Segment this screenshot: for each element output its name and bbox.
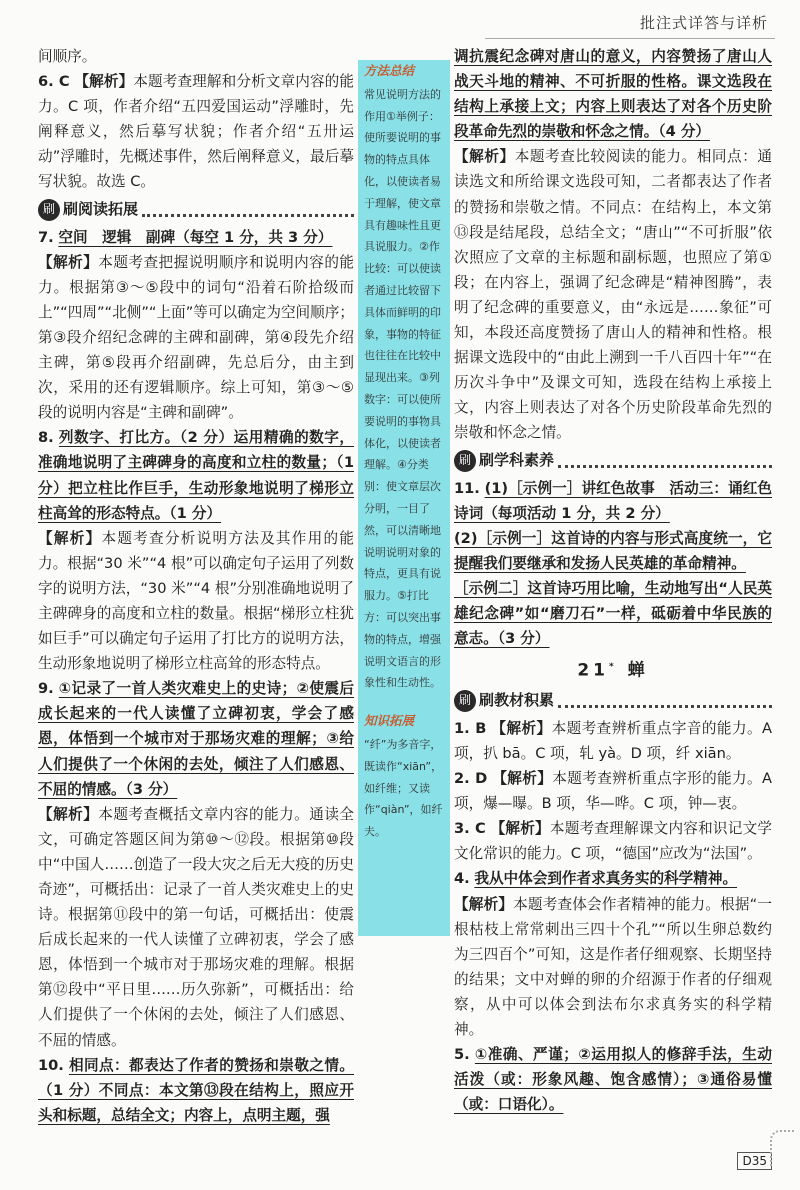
section-textbook-accumulation: [454, 688, 772, 714]
answer-number: 8.: [38, 429, 54, 447]
answer-r5: [454, 1042, 772, 1117]
left-column: [38, 44, 354, 1128]
analysis-text: 本题考查体会作者精神的能力。根据“一根枯枝上常常刺出三四十个孔”“所以生卵总数约为三四百个”可知，这是作者仔细观察、长期坚持的结果；文中对蝉的卵的介绍源于作者的仔细观察，从中可以体会到法布尔求真务实的科学精神。: [454, 895, 772, 1039]
answer-number: 1. B: [454, 719, 487, 737]
section-divider: [142, 202, 354, 217]
answer-number: 2. D: [454, 770, 488, 788]
analysis-text: 本题考查比较阅读的能力。相同点：通读选文和所给课文选段可知，二者都表达了作者的赞扬和崇敬之情。不同点：在结构上，本文第⑬段是结尾段，总结全文；“唐山”“不可折服”依次照应了文章的主标题和副标题，也照应了第①段；在内容上，强调了纪念碑是“精神图腾”，表明了纪念碑的重要意义，由“永远是……象征”可知，本段还高度赞扬了唐山人的精神和性格。根据课文选段中的“由此上溯到一千八百四十年”“在历次斗争中”及课文可知，选段在结构上承接上文，内容上则表达了对各个历史阶段革命先烈的崇敬和怀念之情。: [454, 148, 772, 442]
method-summary-text: 常见说明方法的作用①举例子：使所要说明的事物的特点具体化，以使读者易于理解，使文章具有趣味性且更具说服力。②作比较：可以使读者通过比较留下具体而鲜明的印象，事物的特征也往往在比较中显现出来。③列数字：可以使所要说明的事物具体化，以使读者理解。④分类别：使文章层次分明，一目了然，可以清晰地说明说明对象的特点，更具有说服力。⑤打比方：可以突出事物的特点，增强说明文语言的形象性和生动性。: [364, 87, 441, 690]
answer-number: 3. C: [454, 820, 486, 838]
section-divider: [558, 693, 772, 708]
lesson-title: 蝉: [627, 660, 649, 681]
answer-text: ①记录了一首人类灾难史上的史诗；②使震后成长起来的一代人读懂了立碑初衷，学会了感恩，体悟到一个城市对于那场灾难的理解；③给人们提供了一个休闲的去处，倾注了人们感恩、不屈的情感。（3 分）: [38, 680, 355, 798]
answer-10: [38, 1053, 354, 1128]
answer-text: ①准确、严谨；②运用拟人的修辞手法，生动活泼（或：形象风趣、饱含感情）；③通俗易懂（或：口语化）。: [454, 1046, 772, 1114]
page-number: D35: [737, 1152, 772, 1170]
method-summary-title: 方法总结: [364, 63, 415, 78]
answer-9: [38, 676, 354, 1052]
knowledge-extension-text: “纤”为多音字，既读作“xiān”，如纤维；又读作“qiàn”，如纤夫。: [364, 737, 443, 839]
analysis-tag: 【解析】: [38, 253, 99, 271]
header-title: 批注式详答与详析: [639, 14, 768, 32]
section-reading-extension: [38, 197, 354, 223]
answer-6: [38, 69, 354, 194]
answer-number: 11.: [454, 479, 480, 497]
answer-number: 7.: [38, 228, 54, 246]
header-rule: [485, 38, 775, 39]
answer-11: [454, 476, 772, 652]
continuation-text: 间顺序。: [38, 48, 97, 65]
analysis-tag: 【解析】: [492, 770, 553, 788]
analysis-text: 本题考查辨析重点字形的能力。A 项，爆—曝。B 项，华—哗。C 项，钟—衷。: [454, 770, 772, 813]
knowledge-extension-title: 知识拓展: [364, 713, 415, 729]
analysis-tag: 【解析】: [454, 148, 515, 166]
section-divider: [558, 453, 772, 468]
answer-number: 6. C: [38, 73, 70, 91]
analysis-tag: 【解析】: [74, 73, 134, 91]
answer-r3: [454, 816, 772, 866]
page-header: [0, 0, 800, 40]
answer-8: [38, 425, 354, 676]
analysis-text: 本题考查概括文章内容的能力。通读全文，可确定答题区间为第⑩～⑫段。根据第⑩段中“中国人……创造了一段大灾之后无大疫的历史奇迹”，可概括出：记录了一首人类灾难史上的史诗。根据第⑪段中的第一句话，可概括出：使震后成长起来的一代人读懂了立碑初衷，学会了感恩，体悟到一个城市对于那场灾难的理解。根据第⑫段中“平日里……历久弥新”，可概括出：给人们提供了一个休闲的去处，倾注了人们感恩、不屈的情感。: [38, 805, 354, 1049]
brush-icon: 刷: [38, 199, 60, 221]
answer-r4: [454, 866, 772, 1042]
analysis-text: 本题考查理解和分析文章内容的能力。C 项，作者介绍“五四爱国运动”浮雕时，先阐释意义，然后摹写状貌；作者介绍“五卅运动”浮雕时，先概述事件，然后阐释意义，最后摹写状貌。故选 C。: [38, 73, 354, 191]
answer-number: 10.: [38, 1056, 64, 1074]
section-title: 刷教材积累: [479, 691, 555, 710]
analysis-tag: 【解析】: [454, 895, 514, 913]
answer-r2: [454, 766, 772, 816]
lesson-star: *: [609, 662, 618, 673]
analysis-text: 本题考查理解课文内容和识记文学文化常识的能力。C 项，“德国”应改为“法国”。: [454, 820, 772, 863]
answer-text: (1)［示例一］讲红色故事 活动三：诵红色诗词（每项活动 1 分，共 2 分）: [454, 479, 773, 522]
brush-icon: 刷: [454, 450, 476, 472]
section-subject-literacy: [454, 448, 772, 474]
answer-text: 我从中体会到作者求真务实的科学精神。: [474, 870, 738, 888]
answer-number: 4.: [454, 870, 470, 888]
answer-text: 空间 逻辑 副碑（每空 1 分，共 3 分）: [58, 228, 333, 246]
page-corner-decoration: [770, 1130, 794, 1166]
lesson-heading: [454, 655, 772, 684]
answer-number: 9.: [38, 680, 54, 698]
section-title: 刷学科素养: [479, 450, 555, 469]
analysis-tag: 【解析】: [491, 719, 552, 737]
answer-text: 列数字、打比方。（2 分）运用精确的数字，准确地说明了主碑碑身的高度和立柱的数量；（1 分）把立柱比作巨手，生动形象地说明了梯形立柱高耸的形态特点。（1 分）: [38, 429, 355, 522]
analysis-text: 本题考查辨析重点字音的能力。A 项，扒 bā。C 项，轧 yà。D 项，纤 xiān。: [454, 719, 772, 762]
answer-text: 相同点：都表达了作者的赞扬和崇敬之情。（1 分）不同点：本文第⑬段在结构上，照应开头和标题，总结全文；内容上，点明主题，强: [38, 1056, 354, 1124]
answer-text: (2)［示例一］这首诗的内容与形式高度统一，它提醒我们要继承和发扬人民英雄的革命精神。: [454, 529, 772, 572]
analysis-tag: 【解析】: [38, 805, 99, 823]
right-column: [454, 44, 772, 1117]
analysis-tag: 【解析】: [490, 820, 550, 838]
answer-text: ［示例二］这首诗巧用比喻，生动地写出“人民英雄纪念碑”如“磨刀石”一样，砥砺着中华民族的意志。（3 分）: [454, 579, 772, 648]
answer-r1: [454, 716, 772, 766]
analysis-text: 本题考查把握说明顺序和说明内容的能力。根据第③～⑤段中的词句“沿着石阶拾级而上”“四周”“北侧”“上面”等可以确定为空间顺序；第③段介绍纪念碑的主碑和副碑，第④段先介绍主碑，第⑤段再介绍副碑，先总后分，由主到次，采用的还有逻辑顺序。综上可知，第③～⑤段的说明内容是“主碑和副碑”。: [38, 253, 354, 422]
answer-7: [38, 225, 354, 426]
section-title: 刷阅读拓展: [63, 200, 139, 219]
analysis-text: 本题考查分析说明方法及其作用的能力。根据“30 米”“4 根”可以确定句子运用了列数字的说明方法，“30 米”“4 根”分别准确地说明了主碑碑身的高度和立柱的数量。根据“梯形立柱犹如巨手”可以确定句子运用了打比方的说明方法，生动形象地说明了梯形立柱高耸的形态特点。: [38, 529, 354, 673]
analysis-tag: 【解析】: [38, 529, 102, 547]
answer-number: 5.: [454, 1046, 470, 1064]
brush-icon: 刷: [454, 690, 476, 712]
side-notes-panel: [358, 60, 450, 936]
answer-10-continued: [454, 44, 772, 446]
answer-text: 调抗震纪念碑对唐山的意义，内容赞扬了唐山人战天斗地的精神、不可折服的性格。课文选段在结构上承接上文；内容上则表达了对各个历史阶段革命先烈的崇敬和怀念之情。（4 分）: [454, 48, 772, 141]
lesson-number: 21: [577, 660, 610, 681]
